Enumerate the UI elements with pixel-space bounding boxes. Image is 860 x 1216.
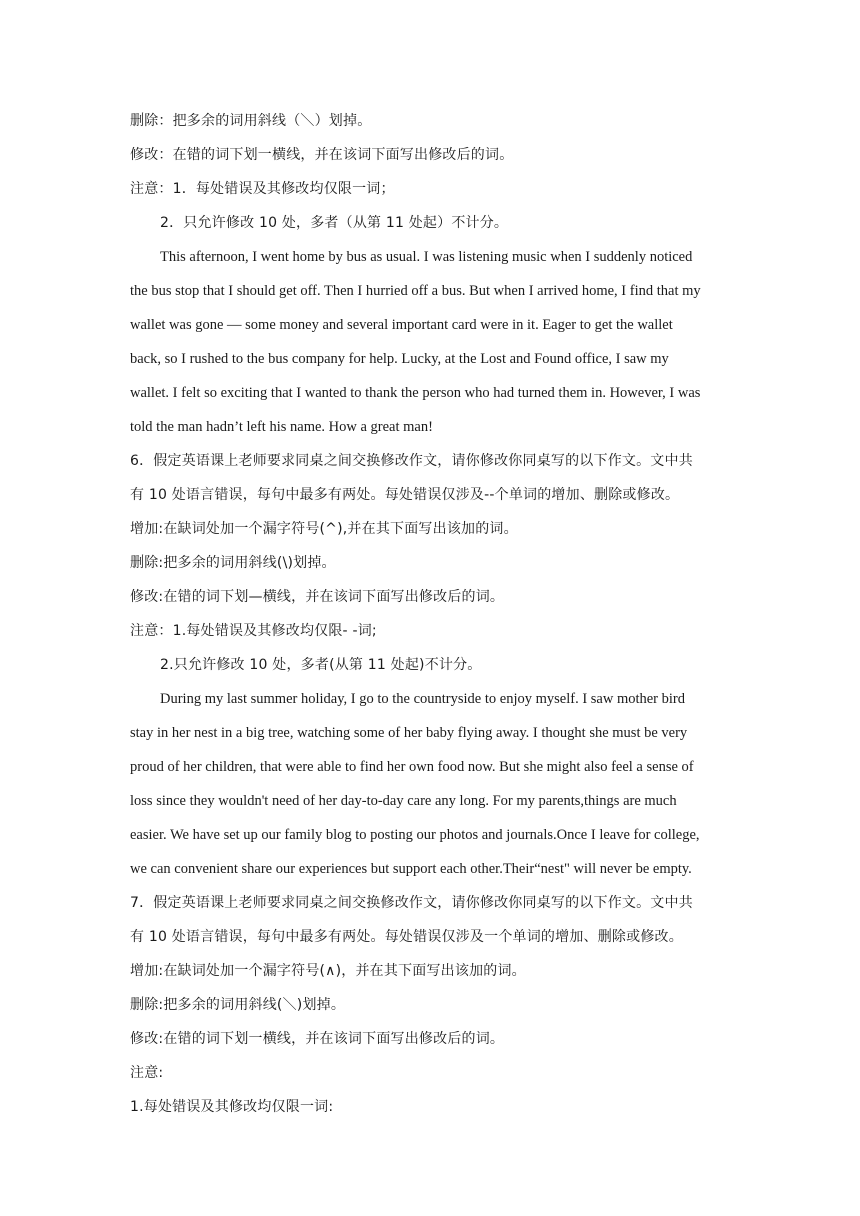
passage-5-line: wallet. I felt so exciting that I wanted to thank the person who had turned them in. However, I was — [130, 385, 701, 401]
question-6-instruction-add: 增加:在缺词处加一个漏字符号(^),并在其下面写出该加的词。 — [130, 521, 518, 537]
passage-5-line: This afternoon, I went home by bus as usual. I was listening music when I suddenly noticed — [160, 249, 693, 265]
question-6-instruction-delete: 删除:把多余的词用斜线(\)划掉。 — [130, 555, 336, 571]
question-6-heading: 6．假定英语课上老师要求同桌之间交换修改作文，请你修改你同桌写的以下作文。文中共 — [130, 453, 693, 469]
instruction-modify: 修改：在错的词下划一横线，并在该词下面写出修改后的词。 — [130, 147, 514, 163]
passage-6-line: stay in her nest in a big tree, watching some of her baby flying away. I thought she must be very — [130, 725, 688, 741]
question-6-instruction-modify: 修改:在错的词下划—横线，并在该词下面写出修改后的词。 — [130, 589, 505, 605]
question-6-note-2: 2.只允许修改 10 处，多者(从第 11 处起)不计分。 — [160, 657, 482, 673]
question-7-heading: 7．假定英语课上老师要求同桌之间交换修改作文，请你修改你同桌写的以下作文。文中共 — [130, 895, 693, 911]
passage-5-line: the bus stop that I should get off. Then I hurried off a bus. But when I arrived home, I find that my — [130, 283, 701, 299]
question-6-note-1: 注意：1.每处错误及其修改均仅限- -词; — [130, 623, 377, 639]
question-7-instruction-delete: 删除:把多余的词用斜线(＼)划掉。 — [130, 997, 346, 1013]
passage-5-line: back, so I rushed to the bus company for help. Lucky, at the Lost and Found office, I saw my — [130, 351, 669, 367]
instruction-note-2: 2．只允许修改 10 处，多者（从第 11 处起）不计分。 — [160, 215, 509, 231]
passage-5-line: told the man hadn’t left his name. How a great man! — [130, 419, 433, 435]
passage-6-line: proud of her children, that were able to find her own food now. But she might also feel a sense of — [130, 759, 694, 775]
passage-6-line: During my last summer holiday, I go to the countryside to enjoy myself. I saw mother bird — [160, 691, 685, 707]
instruction-note-1: 注意：1．每处错误及其修改均仅限一词； — [130, 181, 395, 197]
instruction-delete: 删除：把多余的词用斜线（＼）划掉。 — [130, 113, 372, 129]
question-7-instruction-modify: 修改:在错的词下划一横线，并在该词下面写出修改后的词。 — [130, 1031, 505, 1047]
question-7-note-1: 1.每处错误及其修改均仅限一词: — [130, 1099, 334, 1115]
passage-6-line: loss since they wouldn't need of her day-to-day care any long. For my parents,things are much — [130, 793, 677, 809]
question-7-instruction-add: 增加:在缺词处加一个漏字符号(∧)，并在其下面写出该加的词。 — [130, 963, 526, 979]
passage-6-line: easier. We have set up our family blog to posting our photos and journals.Once I leave for college, — [130, 827, 700, 843]
question-6-heading: 有 10 处语言错误，每句中最多有两处。每处错误仅涉及--个单词的增加、删除或修改。 — [130, 487, 680, 503]
question-7-note-label: 注意: — [130, 1065, 164, 1081]
passage-6-line: we can convenient share our experiences but support each other.Their“nest" will never be empty. — [130, 861, 692, 877]
passage-5-line: wallet was gone — some money and several important card were in it. Eager to get the wallet — [130, 317, 673, 333]
question-7-heading: 有 10 处语言错误，每句中最多有两处。每处错误仅涉及一个单词的增加、删除或修改。 — [130, 929, 683, 945]
